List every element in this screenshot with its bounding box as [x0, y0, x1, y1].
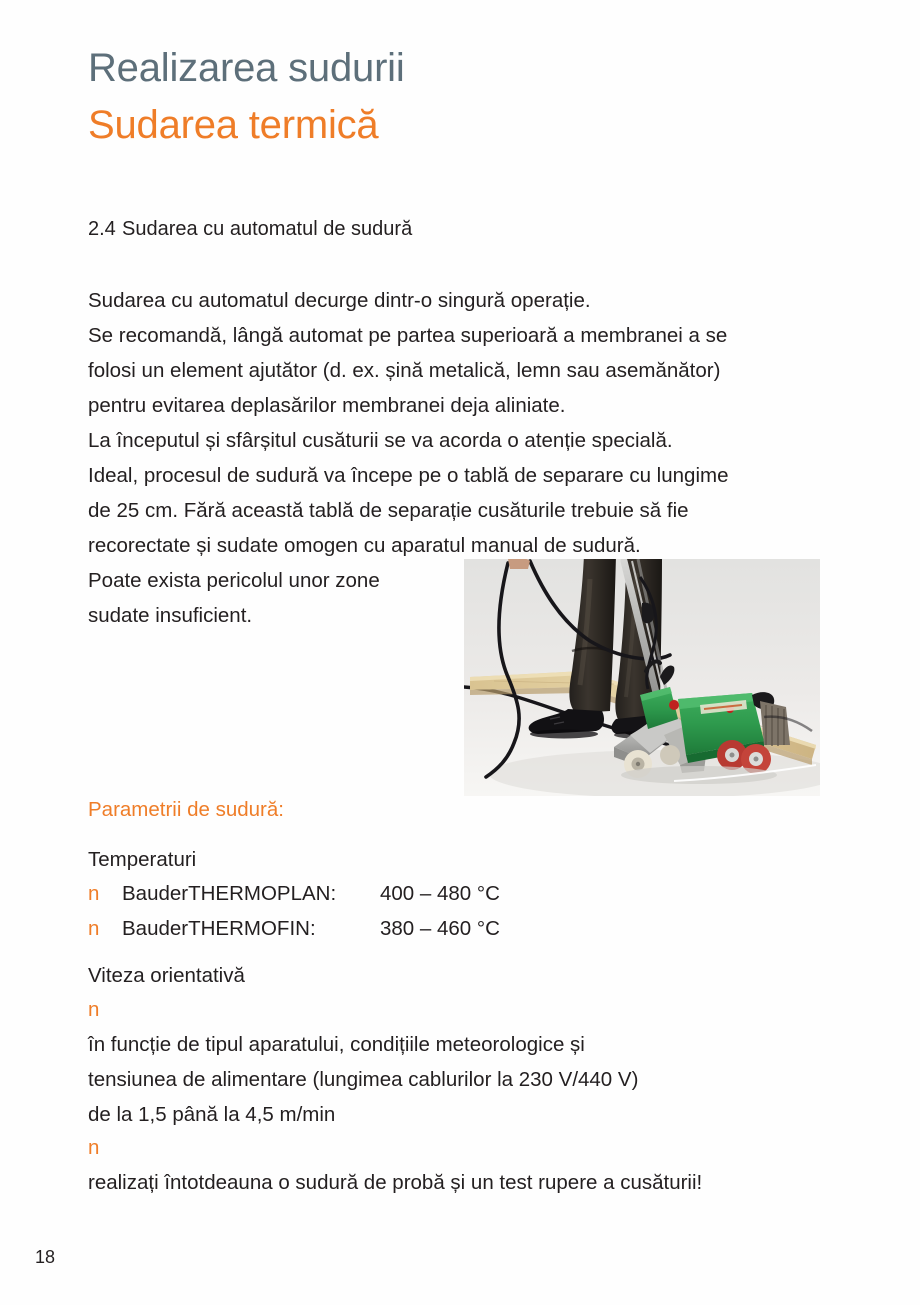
page-title-sub: Sudarea termică: [88, 103, 379, 147]
list-item: [88, 876, 848, 911]
body-line: sudate insuficient.: [88, 604, 253, 627]
section-number: 2.4: [88, 218, 116, 240]
list-item: [88, 911, 848, 946]
product-value: 400 – 480 °C: [380, 882, 500, 905]
welding-machine-photo: [464, 559, 820, 796]
page-title-main: Realizarea sudurii: [88, 46, 405, 90]
list-item-content: [88, 1027, 848, 1132]
body-line: recorectate și sudate omogen cu aparatul manual de sudură.: [88, 534, 641, 557]
body-line: Ideal, procesul de sudură va începe pe o tablă de separare cu lungime: [88, 464, 729, 487]
bullet-icon: n: [88, 882, 100, 905]
body-line: de 25 cm. Fără această tablă de separație cusăturile trebuie să fie: [88, 499, 689, 522]
body-line: folosi un element ajutător (d. ex. șină metalică, lemn sau asemănător): [88, 359, 721, 382]
body-line: Sudarea cu automatul decurge dintr-o singură operație.: [88, 289, 591, 312]
product-name: BauderTHERMOFIN:: [122, 917, 316, 940]
speed-line: tensiunea de alimentare (lungimea cablurilor la 230 V/440 V): [88, 1068, 639, 1091]
list-item-content: [122, 917, 500, 940]
note-text: realizați întotdeauna o sudură de probă și un test rupere a cusăturii!: [88, 1171, 703, 1194]
body-line: Poate exista pericolul unor zone: [88, 569, 380, 592]
speed-line: de la 1,5 până la 4,5 m/min: [88, 1103, 336, 1126]
section-heading: [88, 214, 412, 244]
page-number: 18: [35, 1247, 56, 1267]
temperature-label: Temperaturi: [88, 848, 197, 871]
list-item-content: [88, 1165, 848, 1200]
product-value: 380 – 460 °C: [380, 917, 500, 940]
section-heading-text: Sudarea cu automatul de sudură: [122, 218, 413, 240]
speed-label: Viteza orientativă: [88, 964, 245, 987]
body-line: pentru evitarea deplasărilor membranei deja aliniate.: [88, 394, 566, 417]
body-line: La începutul și sfârșitul cusăturii se va acorda o atenție specială.: [88, 429, 673, 452]
bullet-icon: n: [88, 917, 100, 940]
photo-illustration: [464, 559, 820, 796]
list-item: [88, 992, 848, 1132]
bullet-icon: n: [88, 1136, 100, 1159]
list-item-content: [122, 882, 500, 905]
product-name: BauderTHERMOPLAN:: [122, 882, 337, 905]
bullet-icon: n: [88, 998, 100, 1021]
speed-line: în funcție de tipul aparatului, condițiile meteorologice și: [88, 1033, 585, 1056]
list-item: [88, 1130, 848, 1200]
parameters-title: Parametrii de sudură:: [88, 798, 284, 821]
body-line: Se recomandă, lângă automat pe partea superioară a membranei a se: [88, 324, 728, 347]
